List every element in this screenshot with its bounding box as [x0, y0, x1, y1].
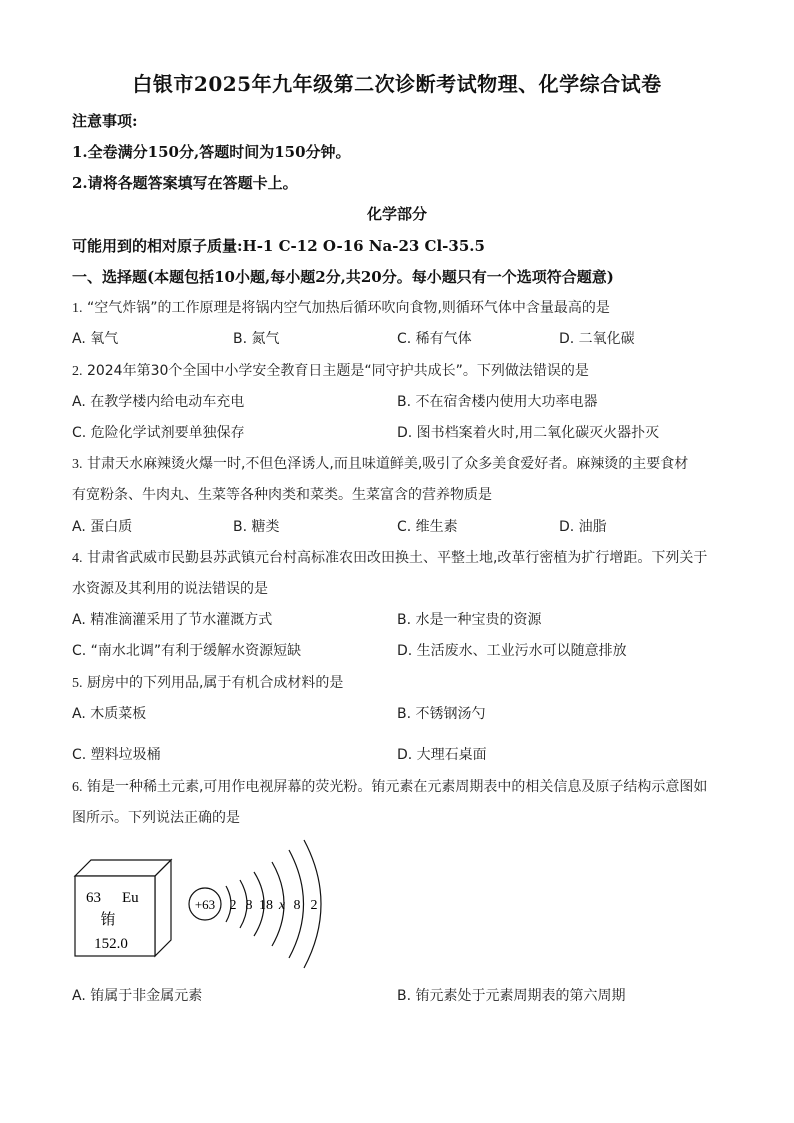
element-name: 铕 [100, 912, 116, 928]
notice-item-1: 1.全卷满分150分,答题时间为150分钟。 [72, 143, 351, 161]
question-4-stem-cont: 水资源及其利用的说法错误的是 [72, 581, 268, 597]
q1-option-d: D. 二氧化碳 [559, 331, 635, 347]
q2-option-a: A. 在教学楼内给电动车充电 [72, 394, 245, 410]
question-text: 厨房中的下列用品,属于有机合成材料的是 [86, 675, 344, 691]
q2-option-d: D. 图书档案着火时,用二氧化碳灭火器扑灭 [397, 425, 660, 441]
notice-heading: 注意事项: [72, 112, 138, 130]
q5-option-a: A. 木质菜板 [72, 706, 147, 722]
q5-option-c: C. 塑料垃圾桶 [72, 747, 161, 763]
part1-heading: 一、选择题(本题包括10小题,每小题2分,共20分。每小题只有一个选项符合题意) [72, 268, 614, 286]
shell-count-4: x [278, 898, 286, 913]
element-card [75, 860, 171, 956]
q4-option-d: D. 生活废水、工业污水可以随意排放 [397, 643, 627, 659]
q3-option-a: A. 蛋白质 [72, 519, 133, 535]
q4-option-c: C. “南水北调”有利于缓解水资源短缺 [72, 643, 302, 659]
nucleus-charge: +63 [194, 897, 216, 912]
q3-option-d: D. 油脂 [559, 519, 607, 535]
q5-option-b: B. 不锈钢汤勺 [397, 706, 486, 722]
question-text: 铕是一种稀土元素,可用作电视屏幕的荧光粉。铕元素在元素周期表中的相关信息及原子结构示意图如 [86, 779, 708, 795]
q4-option-a: A. 精准滴灌采用了节水灌溉方式 [72, 612, 273, 628]
section-title: 化学部分 [366, 205, 427, 223]
question-3-stem-cont: 有宽粉条、牛肉丸、生菜等各种肉类和菜类。生菜富含的营养物质是 [72, 487, 492, 503]
question-number: 2. [72, 364, 83, 379]
notice-item-2: 2.请将各题答案填写在答题卡上。 [72, 174, 298, 192]
element-number: 63 [86, 890, 101, 906]
question-3-stem [72, 453, 688, 473]
q3-option-c: C. 维生素 [397, 519, 458, 535]
question-6-stem [72, 776, 707, 796]
question-6-stem-cont: 图所示。下列说法正确的是 [72, 810, 240, 826]
q3-option-b: B. 糖类 [233, 519, 280, 535]
shell-count-3: 18 [259, 898, 273, 913]
question-1-stem [72, 297, 610, 317]
q6-option-a: A. 铕属于非金属元素 [72, 988, 203, 1004]
question-number: 4. [72, 551, 83, 566]
element-mass: 152.0 [94, 936, 128, 952]
question-number: 3. [72, 457, 83, 472]
shell-count-5: 8 [293, 898, 301, 913]
atomic-mass-line: 可能用到的相对原子质量:H-1 C-12 O-16 Na-23 Cl-35.5 [72, 237, 485, 255]
q5-option-d: D. 大理石桌面 [397, 747, 487, 763]
q2-option-b: B. 不在宿舍楼内使用大功率电器 [397, 394, 598, 410]
q2-option-c: C. 危险化学试剂要单独保存 [72, 425, 245, 441]
shell-count-2: 8 [245, 898, 253, 913]
question-2-stem [72, 360, 589, 380]
europium-figure [68, 828, 338, 970]
atom-structure-diagram [189, 840, 321, 968]
question-text: 2024年第30个全国中小学安全教育日主题是“同守护共成长”。下列做法错误的是 [86, 363, 589, 379]
page-title: 白银市2025年九年级第二次诊断考试物理、化学综合试卷 [132, 72, 662, 96]
q1-option-a: A. 氧气 [72, 331, 119, 347]
question-number: 6. [72, 780, 83, 795]
shell-count-6: 2 [310, 898, 318, 913]
question-5-stem [72, 672, 343, 692]
question-text: 甘肃省武威市民勤县苏武镇元台村高标准农田改田换土、平整土地,改革行密植为扩行增距。下列关于 [86, 550, 708, 566]
q4-option-b: B. 水是一种宝贵的资源 [397, 612, 542, 628]
question-number: 1. [72, 301, 83, 316]
q1-option-b: B. 氮气 [233, 331, 280, 347]
question-number: 5. [72, 676, 83, 691]
q6-option-b: B. 铕元素处于元素周期表的第六周期 [397, 988, 626, 1004]
element-symbol: Eu [122, 890, 139, 906]
q1-option-c: C. 稀有气体 [397, 331, 472, 347]
question-4-stem [72, 547, 707, 567]
question-text: 甘肃天水麻辣烫火爆一时,不但色泽诱人,而且味道鲜美,吸引了众多美食爱好者。麻辣烫的主要食材 [86, 456, 689, 472]
shell-count-1: 2 [229, 898, 237, 913]
question-text: “空气炸锅”的工作原理是将锅内空气加热后循环吹向食物,则循环气体中含量最高的是 [86, 300, 610, 316]
